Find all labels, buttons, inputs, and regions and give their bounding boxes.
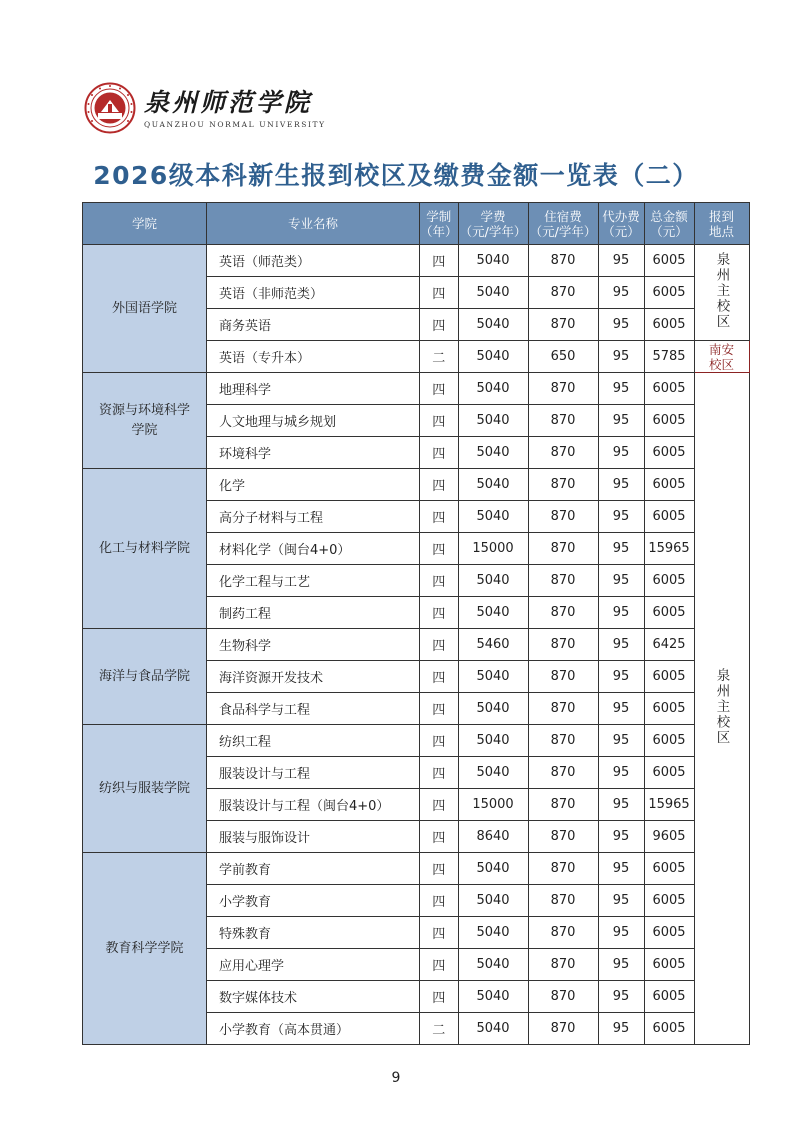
major-cell: 小学教育（高本贯通）	[207, 1013, 420, 1045]
duration-cell: 四	[420, 373, 459, 405]
college-name-line: 化工与材料学院	[98, 540, 190, 556]
major-cell: 英语（非师范类）	[207, 277, 420, 309]
agency-fee-cell: 95	[598, 245, 644, 277]
dorm-fee-cell: 870	[528, 821, 598, 853]
fee-table-body	[83, 245, 750, 1045]
dorm-fee-cell: 870	[528, 661, 598, 693]
location-label: 南安校区	[709, 341, 735, 372]
total-cell: 6005	[644, 661, 694, 693]
agency-fee-cell: 95	[598, 1013, 644, 1045]
college-name-line: 海洋与食品学院	[98, 668, 190, 684]
tuition-cell: 5040	[458, 917, 528, 949]
college-cell	[83, 853, 207, 1045]
duration-cell: 四	[420, 949, 459, 981]
college-cell	[83, 469, 207, 629]
duration-cell: 四	[420, 405, 459, 437]
tuition-cell: 5040	[458, 885, 528, 917]
college-name-line: 资源与环境科学	[98, 402, 190, 418]
tuition-cell: 5040	[458, 373, 528, 405]
tuition-cell: 15000	[458, 533, 528, 565]
college-name-line: 学院	[131, 422, 158, 438]
tuition-cell: 5040	[458, 949, 528, 981]
dorm-fee-cell: 870	[528, 405, 598, 437]
tuition-cell: 5040	[458, 597, 528, 629]
location-label: 泉州主校区	[713, 667, 730, 746]
header-agency-fee: 代办费 （元）	[598, 203, 644, 245]
duration-cell: 四	[420, 757, 459, 789]
tuition-cell: 5040	[458, 693, 528, 725]
duration-cell: 四	[420, 597, 459, 629]
major-cell: 特殊教育	[207, 917, 420, 949]
dorm-fee-cell: 870	[528, 437, 598, 469]
page-number: 9	[391, 1070, 401, 1086]
agency-fee-cell: 95	[598, 917, 644, 949]
table-row	[83, 853, 750, 885]
total-cell: 6005	[644, 309, 694, 341]
dorm-fee-cell: 870	[528, 789, 598, 821]
major-cell: 环境科学	[207, 437, 420, 469]
major-cell: 服装设计与工程	[207, 757, 420, 789]
duration-cell: 四	[420, 725, 459, 757]
total-cell: 6005	[644, 245, 694, 277]
duration-cell: 四	[420, 693, 459, 725]
tuition-cell: 5040	[458, 437, 528, 469]
agency-fee-cell: 95	[598, 949, 644, 981]
tuition-cell: 5040	[458, 501, 528, 533]
duration-cell: 四	[420, 853, 459, 885]
location-cell-main-campus	[694, 245, 749, 341]
duration-cell: 四	[420, 565, 459, 597]
page-title: 2026级本科新生报到校区及缴费金额一览表（二）	[93, 161, 699, 190]
agency-fee-cell: 95	[598, 757, 644, 789]
agency-fee-cell: 95	[598, 661, 644, 693]
duration-cell: 四	[420, 661, 459, 693]
total-cell: 6005	[644, 693, 694, 725]
total-cell: 6005	[644, 725, 694, 757]
duration-cell: 四	[420, 821, 459, 853]
agency-fee-cell: 95	[598, 789, 644, 821]
duration-cell: 四	[420, 981, 459, 1013]
total-cell: 6005	[644, 949, 694, 981]
total-cell: 6005	[644, 597, 694, 629]
tuition-cell: 5040	[458, 565, 528, 597]
college-cell	[83, 245, 207, 373]
total-cell: 6005	[644, 981, 694, 1013]
college-name-line: 外国语学院	[111, 300, 177, 316]
total-cell: 9605	[644, 821, 694, 853]
major-cell: 英语（专升本）	[207, 341, 420, 373]
location-label: 泉州主校区	[713, 251, 730, 330]
major-cell: 化学	[207, 469, 420, 501]
total-cell: 6005	[644, 469, 694, 501]
dorm-fee-cell: 870	[528, 917, 598, 949]
major-cell: 材料化学（闽台4+0）	[207, 533, 420, 565]
dorm-fee-cell: 870	[528, 693, 598, 725]
college-cell	[83, 725, 207, 853]
duration-cell: 四	[420, 629, 459, 661]
dorm-fee-cell: 870	[528, 757, 598, 789]
dorm-fee-cell: 870	[528, 853, 598, 885]
major-cell: 服装设计与工程（闽台4+0）	[207, 789, 420, 821]
agency-fee-cell: 95	[598, 725, 644, 757]
tuition-cell: 5040	[458, 277, 528, 309]
header-tuition: 学费 （元/学年）	[458, 203, 528, 245]
tuition-cell: 5040	[458, 981, 528, 1013]
total-cell: 15965	[644, 533, 694, 565]
tuition-cell: 5040	[458, 309, 528, 341]
agency-fee-cell: 95	[598, 501, 644, 533]
dorm-fee-cell: 870	[528, 949, 598, 981]
duration-cell: 四	[420, 885, 459, 917]
agency-fee-cell: 95	[598, 373, 644, 405]
duration-cell: 四	[420, 309, 459, 341]
dorm-fee-cell: 870	[528, 981, 598, 1013]
tuition-cell: 5040	[458, 469, 528, 501]
agency-fee-cell: 95	[598, 437, 644, 469]
major-cell: 学前教育	[207, 853, 420, 885]
header-total: 总金额 （元）	[644, 203, 694, 245]
dorm-fee-cell: 870	[528, 373, 598, 405]
total-cell: 6005	[644, 917, 694, 949]
duration-cell: 二	[420, 341, 459, 373]
major-cell: 制药工程	[207, 597, 420, 629]
header-location: 报到 地点	[694, 203, 749, 245]
duration-cell: 四	[420, 789, 459, 821]
dorm-fee-cell: 870	[528, 885, 598, 917]
table-row	[83, 629, 750, 661]
total-cell: 15965	[644, 789, 694, 821]
dorm-fee-cell: 870	[528, 629, 598, 661]
total-cell: 6005	[644, 1013, 694, 1045]
tuition-cell: 8640	[458, 821, 528, 853]
total-cell: 6005	[644, 405, 694, 437]
table-row	[83, 725, 750, 757]
duration-cell: 四	[420, 501, 459, 533]
dorm-fee-cell: 870	[528, 277, 598, 309]
dorm-fee-cell: 870	[528, 501, 598, 533]
major-cell: 人文地理与城乡规划	[207, 405, 420, 437]
tuition-cell: 5040	[458, 1013, 528, 1045]
total-cell: 5785	[644, 341, 694, 373]
duration-cell: 四	[420, 917, 459, 949]
tuition-cell: 5040	[458, 661, 528, 693]
agency-fee-cell: 95	[598, 693, 644, 725]
major-cell: 数字媒体技术	[207, 981, 420, 1013]
agency-fee-cell: 95	[598, 565, 644, 597]
agency-fee-cell: 95	[598, 629, 644, 661]
agency-fee-cell: 95	[598, 597, 644, 629]
tuition-cell: 5040	[458, 405, 528, 437]
agency-fee-cell: 95	[598, 853, 644, 885]
duration-cell: 四	[420, 469, 459, 501]
table-header-row	[83, 203, 750, 245]
major-cell: 高分子材料与工程	[207, 501, 420, 533]
major-cell: 服装与服饰设计	[207, 821, 420, 853]
logo-chinese-name: 泉州师范学院	[144, 87, 313, 117]
major-cell: 生物科学	[207, 629, 420, 661]
header-duration: 学制 （年）	[420, 203, 459, 245]
agency-fee-cell: 95	[598, 469, 644, 501]
total-cell: 6005	[644, 885, 694, 917]
header-college: 学院	[83, 203, 207, 245]
dorm-fee-cell: 870	[528, 245, 598, 277]
dorm-fee-cell: 870	[528, 565, 598, 597]
major-cell: 地理科学	[207, 373, 420, 405]
major-cell: 应用心理学	[207, 949, 420, 981]
dorm-fee-cell: 870	[528, 533, 598, 565]
duration-cell: 二	[420, 1013, 459, 1045]
agency-fee-cell: 95	[598, 821, 644, 853]
major-cell: 英语（师范类）	[207, 245, 420, 277]
dorm-fee-cell: 870	[528, 1013, 598, 1045]
tuition-cell: 5040	[458, 853, 528, 885]
table-row	[83, 469, 750, 501]
major-cell: 海洋资源开发技术	[207, 661, 420, 693]
duration-cell: 四	[420, 245, 459, 277]
location-cell-nanan-campus	[694, 341, 749, 373]
college-name-line: 纺织与服装学院	[98, 780, 190, 796]
duration-cell: 四	[420, 533, 459, 565]
major-cell: 食品科学与工程	[207, 693, 420, 725]
agency-fee-cell: 95	[598, 533, 644, 565]
major-cell: 纺织工程	[207, 725, 420, 757]
total-cell: 6005	[644, 501, 694, 533]
agency-fee-cell: 95	[598, 885, 644, 917]
dorm-fee-cell: 870	[528, 309, 598, 341]
college-cell	[83, 629, 207, 725]
total-cell: 6005	[644, 277, 694, 309]
tuition-cell: 15000	[458, 789, 528, 821]
major-cell: 商务英语	[207, 309, 420, 341]
college-cell	[83, 373, 207, 469]
total-cell: 6005	[644, 373, 694, 405]
university-logo	[84, 82, 326, 134]
tuition-cell: 5040	[458, 341, 528, 373]
duration-cell: 四	[420, 437, 459, 469]
agency-fee-cell: 95	[598, 341, 644, 373]
agency-fee-cell: 95	[598, 277, 644, 309]
table-row	[83, 245, 750, 277]
duration-cell: 四	[420, 277, 459, 309]
dorm-fee-cell: 870	[528, 597, 598, 629]
fee-table	[82, 202, 750, 1045]
major-cell: 小学教育	[207, 885, 420, 917]
header-dorm-fee: 住宿费 （元/学年）	[528, 203, 598, 245]
total-cell: 6005	[644, 757, 694, 789]
agency-fee-cell: 95	[598, 981, 644, 1013]
tuition-cell: 5040	[458, 757, 528, 789]
tuition-cell: 5040	[458, 725, 528, 757]
header-major: 专业名称	[207, 203, 420, 245]
dorm-fee-cell: 650	[528, 341, 598, 373]
university-seal-icon	[84, 82, 136, 134]
agency-fee-cell: 95	[598, 405, 644, 437]
table-row	[83, 373, 750, 405]
logo-english-name: QUANZHOU NORMAL UNIVERSITY	[144, 119, 326, 129]
college-name-line: 教育科学学院	[105, 940, 184, 956]
major-cell: 化学工程与工艺	[207, 565, 420, 597]
total-cell: 6005	[644, 565, 694, 597]
total-cell: 6005	[644, 853, 694, 885]
total-cell: 6005	[644, 437, 694, 469]
dorm-fee-cell: 870	[528, 469, 598, 501]
tuition-cell: 5040	[458, 245, 528, 277]
dorm-fee-cell: 870	[528, 725, 598, 757]
total-cell: 6425	[644, 629, 694, 661]
agency-fee-cell: 95	[598, 309, 644, 341]
tuition-cell: 5460	[458, 629, 528, 661]
location-cell-main-campus	[694, 373, 749, 1045]
